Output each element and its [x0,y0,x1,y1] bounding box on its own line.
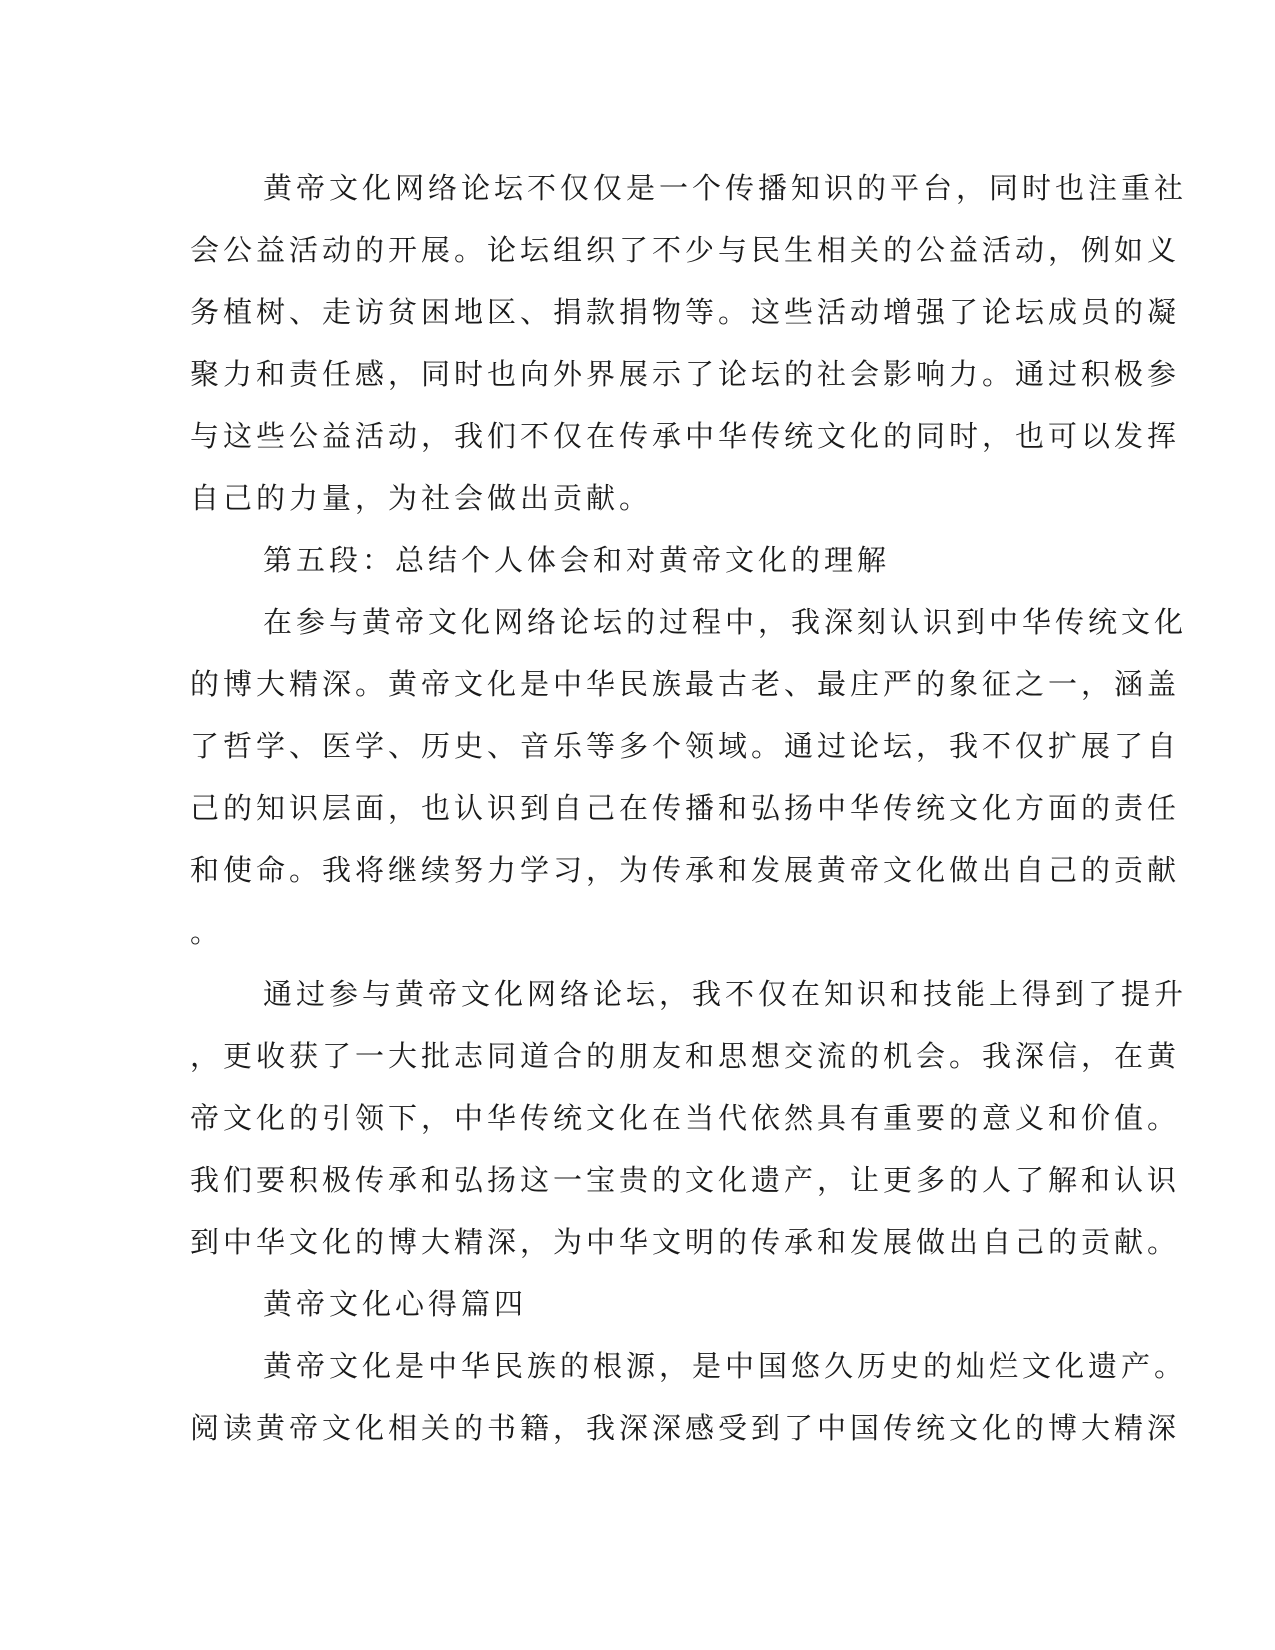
text-line: 了哲学、医学、历史、音乐等多个领域。通过论坛，我不仅扩展了自 [190,729,1181,763]
section-heading: 黄帝文化心得篇四 [263,1287,528,1321]
text-line: 自己的力量，为社会做出贡献。 [190,481,653,515]
text-line: 与这些公益活动，我们不仅在传承中华传统文化的同时，也可以发挥 [190,419,1181,453]
text-line: 阅读黄帝文化相关的书籍，我深深感受到了中国传统文化的博大精深 [190,1411,1181,1445]
text-line: ，更收获了一大批志同道合的朋友和思想交流的机会。我深信，在黄 [190,1039,1181,1073]
text-line: 在参与黄帝文化网络论坛的过程中，我深刻认识到中华传统文化 [263,605,1188,639]
text-line: 己的知识层面，也认识到自己在传播和弘扬中华传统文化方面的责任 [190,791,1181,825]
text-line: 帝文化的引领下，中华传统文化在当代依然具有重要的意义和价值。 [190,1101,1181,1135]
text-line: 和使命。我将继续努力学习，为传承和发展黄帝文化做出自己的贡献 [190,853,1181,887]
text-line: 的博大精深。黄帝文化是中华民族最古老、最庄严的象征之一，涵盖 [190,667,1181,701]
text-line: 我们要积极传承和弘扬这一宝贵的文化遗产，让更多的人了解和认识 [190,1163,1181,1197]
text-line: 黄帝文化是中华民族的根源，是中国悠久历史的灿烂文化遗产。 [263,1349,1188,1383]
text-line: 聚力和责任感，同时也向外界展示了论坛的社会影响力。通过积极参 [190,357,1181,391]
section-heading: 第五段：总结个人体会和对黄帝文化的理解 [263,543,891,577]
text-line: 务植树、走访贫困地区、捐款捐物等。这些活动增强了论坛成员的凝 [190,295,1181,329]
text-line: 到中华文化的博大精深，为中华文明的传承和发展做出自己的贡献。 [190,1225,1181,1259]
text-line: 黄帝文化网络论坛不仅仅是一个传播知识的平台，同时也注重社 [263,171,1188,205]
text-line: 会公益活动的开展。论坛组织了不少与民生相关的公益活动，例如义 [190,233,1181,267]
text-line: 通过参与黄帝文化网络论坛，我不仅在知识和技能上得到了提升 [263,977,1188,1011]
text-line: 。 [190,915,224,949]
